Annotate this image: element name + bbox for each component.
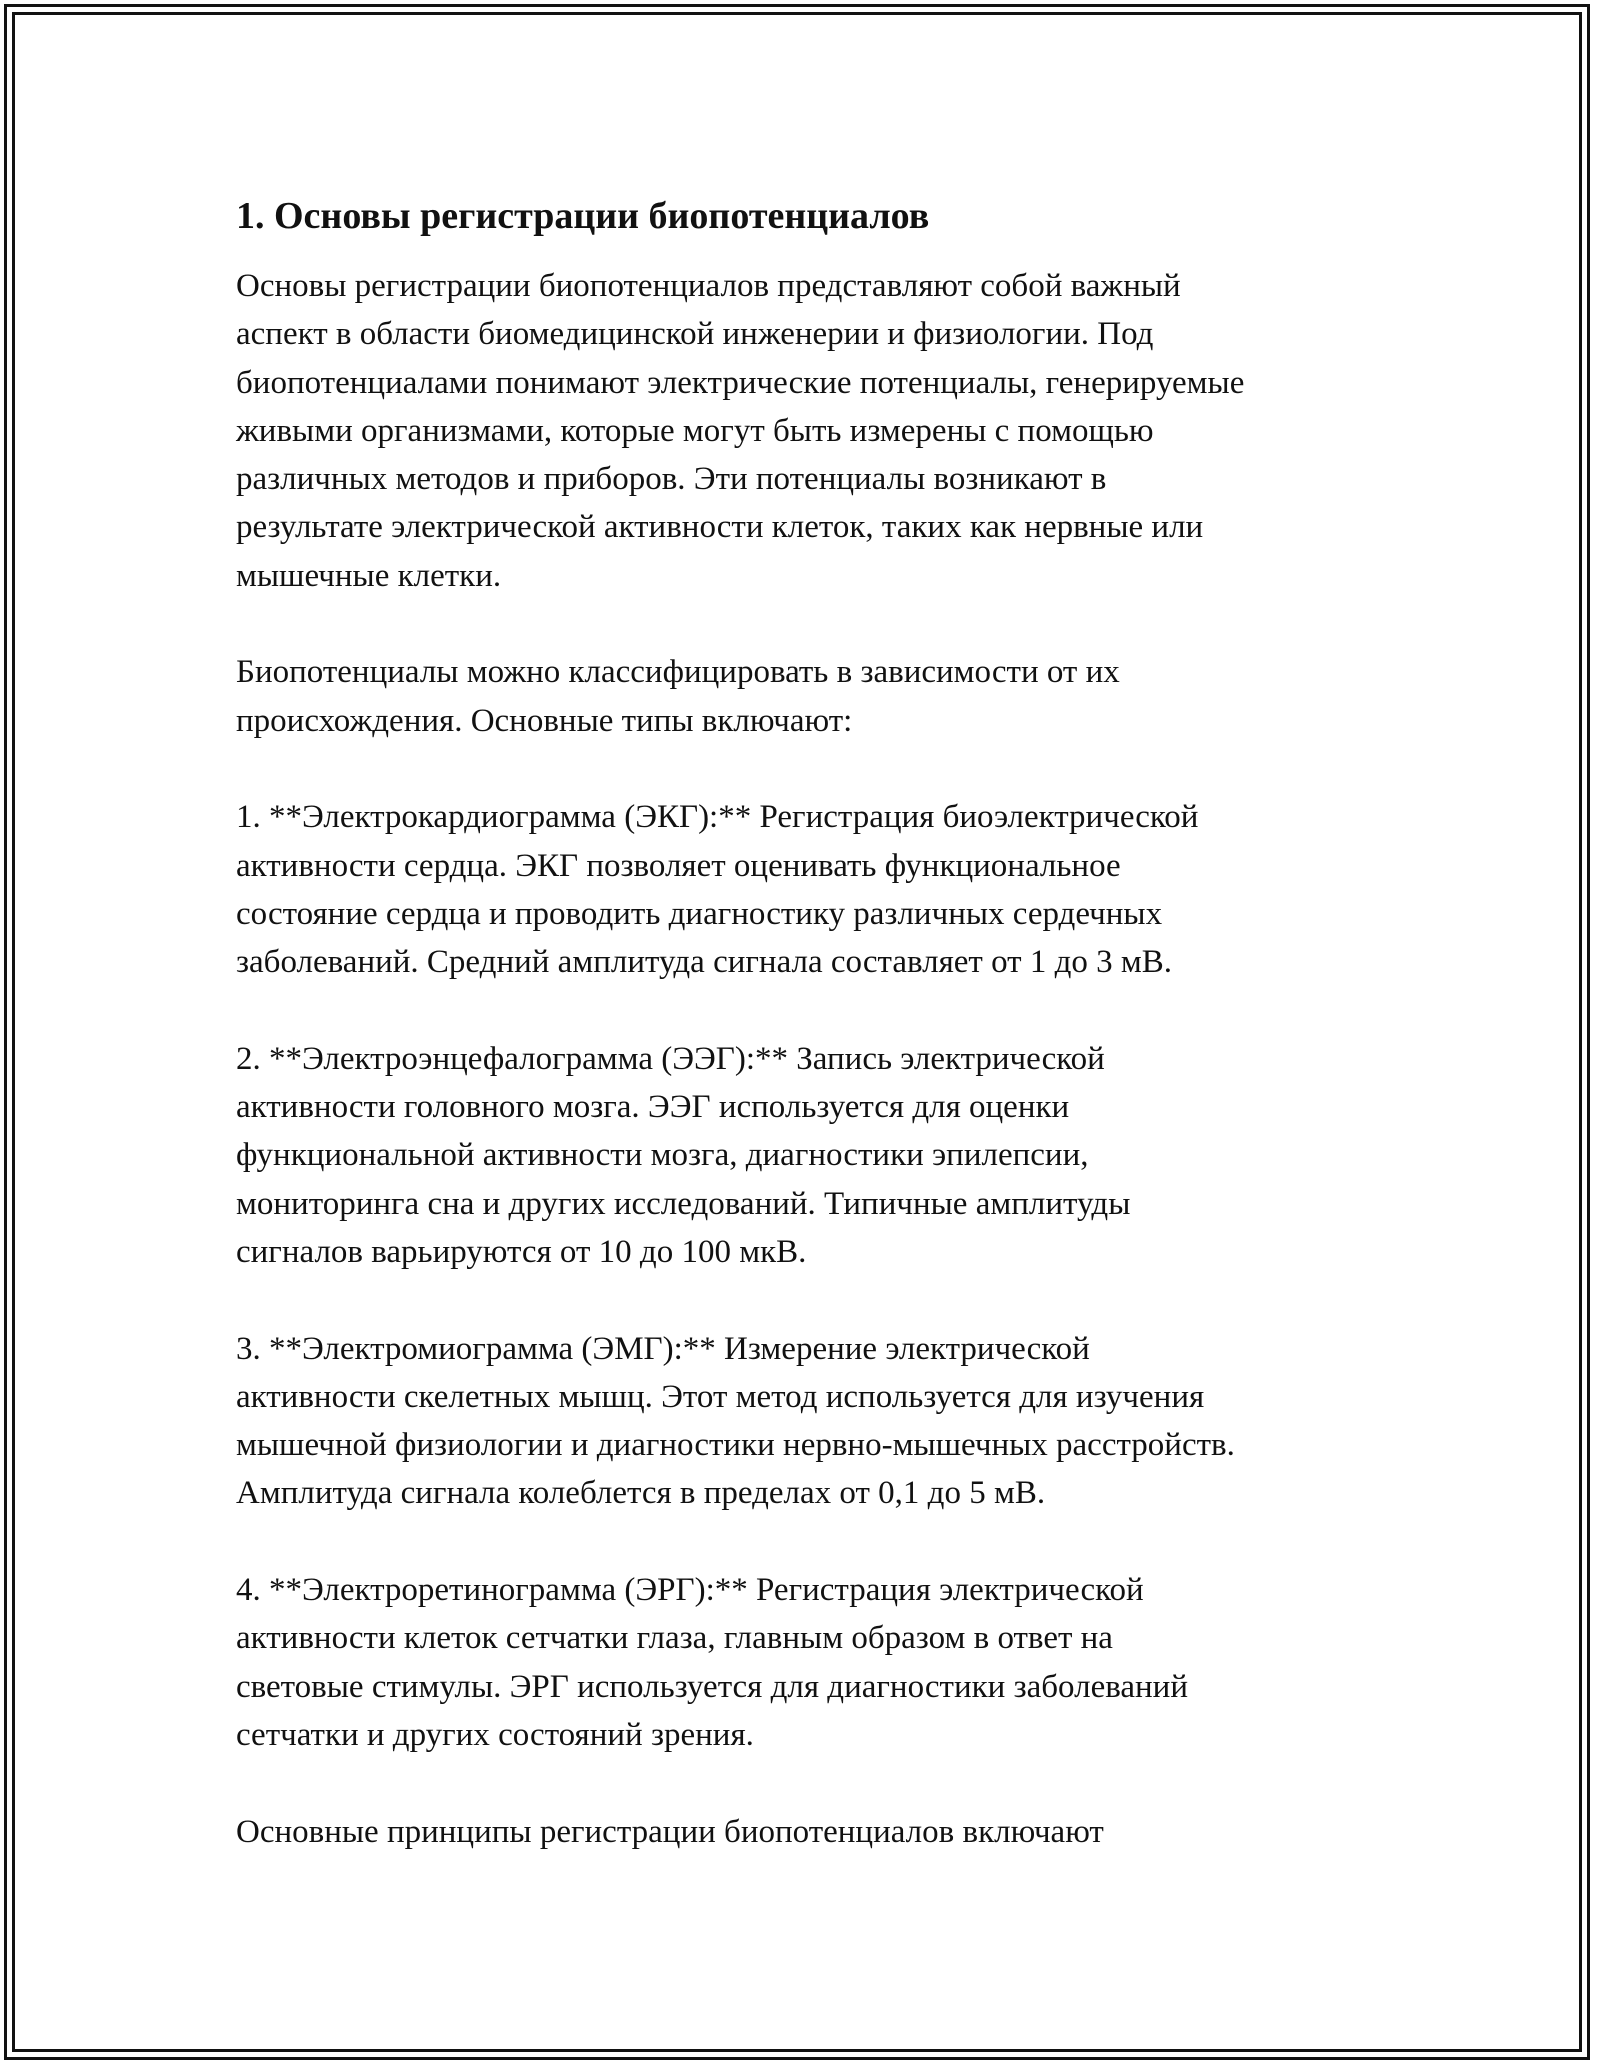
paragraph-classification: Биопотенциалы можно классифицировать в зависимости от их происхождения. Основные типы включают: <box>236 654 1120 739</box>
list-item-eeg: 2. **Электроэнцефалограмма (ЭЭГ):** Запись электрической активности головного мозга. ЭЭГ используется для оценки функциональной активности мозга, диагностики эпилепсии, мониторинга сна и других исследований. Типичные амплитуды сигналов варьируются от 10 до 100 мкВ. <box>236 1040 1131 1270</box>
section-heading: 1. Основы регистрации биопотенциалов <box>236 195 930 237</box>
list-item-ecg: 1. **Электрокардиограмма (ЭКГ):** Регистрация биоэлектрической активности сердца. ЭКГ позволяет оценивать функциональное состояние сердца и проводить диагностику различных сердечных заболеваний. Средний амплитуда сигнала составляет от 1 до 3 мВ. <box>236 799 1199 981</box>
paragraph-principles: Основные принципы регистрации биопотенциалов включают <box>236 1813 1104 1850</box>
list-item-erg: 4. **Электроретинограмма (ЭРГ):** Регистрация электрической активности клеток сетчатки глаза, главным образом в ответ на световые стимулы. ЭРГ используется для диагностики заболеваний сетчатки и других состояний зрения. <box>236 1572 1188 1753</box>
list-item-emg: 3. **Электромиограмма (ЭМГ):** Измерение электрической активности скелетных мышц. Этот метод используется для изучения мышечной физиологии и диагностики нервно-мышечных расстройств. Амплитуда сигнала колеблется в пределах от 0,1 до 5 мВ. <box>236 1330 1235 1512</box>
paragraph-intro: Основы регистрации биопотенциалов представляют собой важный аспект в области биомедицинской инженерии и физиологии. Под биопотенциалами понимают электрические потенциалы, генерируемые живыми организмами, которые могут быть измерены с помощью различных методов и приборов. Эти потенциалы возникают в результате электрической активности клеток, таких как нервные или мышечные клетки. <box>236 268 1245 594</box>
document-body <box>236 188 1366 1856</box>
